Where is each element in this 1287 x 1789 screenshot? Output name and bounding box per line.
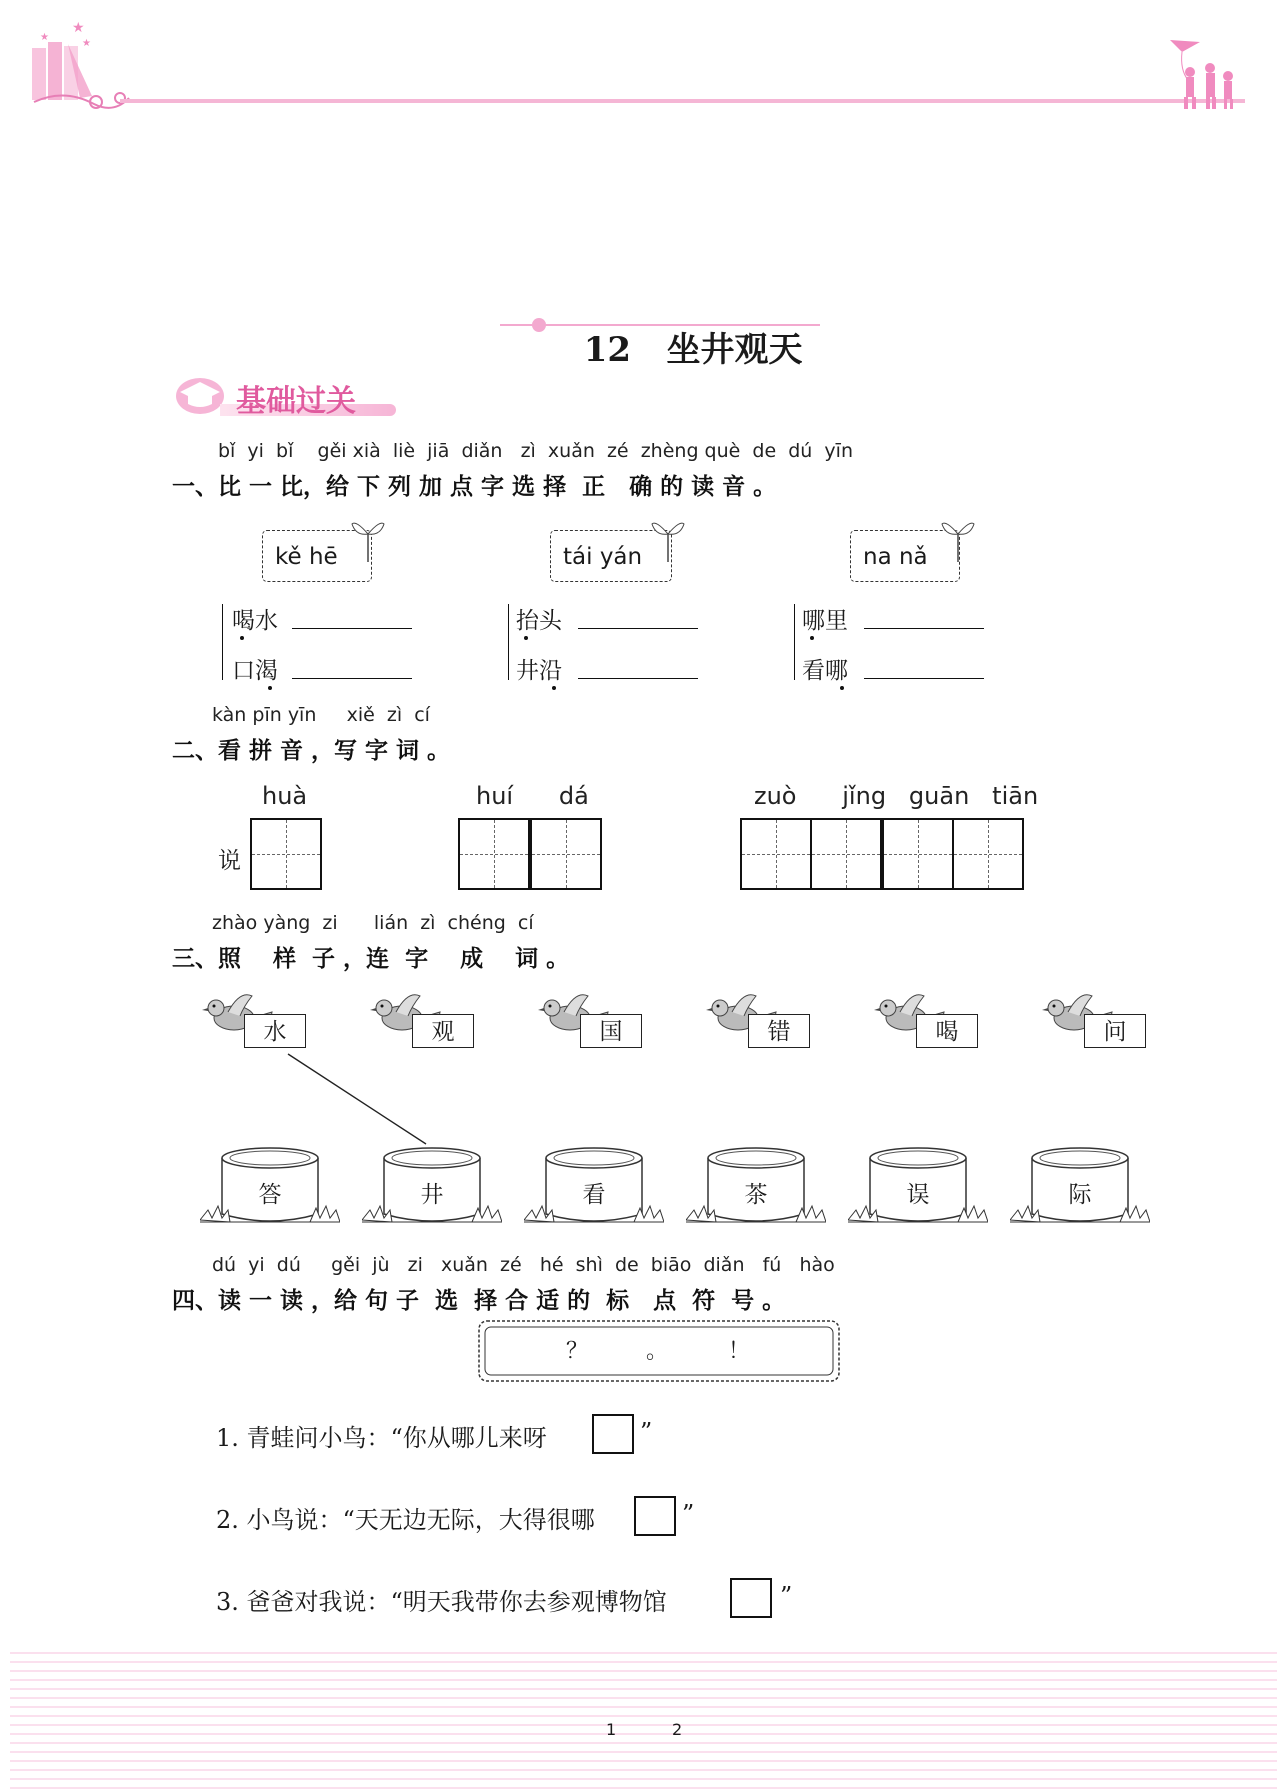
q3-top-char[interactable]: 观 xyxy=(412,1014,474,1048)
q4-pinyin: dú yi dú gěi jù zi xuǎn zé hé shì de biāo diǎn fú hào xyxy=(212,1254,835,1276)
punct-option-exclaim: ！ xyxy=(728,1339,751,1364)
q2-item-pinyin-1: huà xyxy=(262,782,308,810)
q1-title: 一、比 一 比，给 下 列 加 点 字 选 择 正 确 的 读 音 。 xyxy=(172,474,777,500)
sprout-icon xyxy=(650,514,686,564)
q3-top-char[interactable]: 国 xyxy=(580,1014,642,1048)
children-kite-icon xyxy=(1160,30,1250,120)
svg-text:★: ★ xyxy=(72,20,85,36)
q2-item-prefix-1: 说 xyxy=(218,848,241,874)
q1-bracket-2 xyxy=(508,604,515,680)
q3-bottom-char[interactable]: 井 xyxy=(420,1182,444,1208)
punct-option-period: 。 xyxy=(646,1339,669,1364)
q2-title: 二、看 拼 音 ，写 字 词 。 xyxy=(172,738,451,764)
svg-text:★: ★ xyxy=(40,32,49,43)
q4-sentence-2: 2. 小鸟说：“天无边无际，大得很哪 xyxy=(216,1506,595,1534)
sprout-icon xyxy=(940,514,976,564)
tianzige-cell[interactable] xyxy=(250,818,322,890)
lesson-title xyxy=(560,282,803,371)
tianzige-cell[interactable] xyxy=(458,818,530,890)
q4-answer-box-3[interactable] xyxy=(730,1578,772,1618)
q1-answer-blank[interactable] xyxy=(292,628,412,629)
q1-dot xyxy=(240,636,244,640)
tianzige-cell[interactable] xyxy=(882,818,954,890)
page-number-digit: 2 xyxy=(672,1720,683,1739)
q1-answer-blank[interactable] xyxy=(578,628,698,629)
svg-text:★: ★ xyxy=(82,38,91,49)
q1-word-2a: 抬头 xyxy=(516,608,562,634)
q4-answer-box-2[interactable] xyxy=(634,1496,676,1536)
q1-dot xyxy=(840,686,844,690)
q3-top-char[interactable]: 喝 xyxy=(916,1014,978,1048)
header-ornament-left xyxy=(24,18,154,118)
q1-dot xyxy=(810,636,814,640)
q1-answer-blank[interactable] xyxy=(864,628,984,629)
page-number-digit: 1 xyxy=(606,1720,617,1739)
q4-sentence-1: 1. 青蛙问小鸟：“你从哪儿来呀 xyxy=(216,1424,547,1452)
header-rule xyxy=(120,99,1245,103)
title-underline-dot xyxy=(532,318,546,332)
q1-word-2b: 井沿 xyxy=(516,658,562,684)
q1-dot xyxy=(552,686,556,690)
q1-answer-blank[interactable] xyxy=(864,678,984,679)
q2-pinyin: kàn pīn yīn xiě zì cí xyxy=(212,704,430,726)
title-underline xyxy=(500,324,820,326)
q1-word-3b: 看哪 xyxy=(802,658,848,684)
q1-bracket-3 xyxy=(794,604,801,680)
q1-dot xyxy=(268,686,272,690)
footer-stripes xyxy=(10,1652,1277,1789)
punct-option-question: ？ xyxy=(566,1339,589,1364)
q4-sentence-3: 3. 爸爸对我说：“明天我带你去参观博物馆 xyxy=(216,1588,667,1616)
q1-answer-blank[interactable] xyxy=(578,678,698,679)
q3-bottom-char[interactable]: 答 xyxy=(258,1182,282,1208)
sprout-icon xyxy=(350,514,386,564)
q3-top-char[interactable]: 错 xyxy=(748,1014,810,1048)
section-badge: 基础过关 xyxy=(236,384,356,419)
q3-pinyin: zhào yàng zi lián zì chéng cí xyxy=(212,912,534,934)
q4-title: 四、读 一 读 ，给 句 子 选 择 合 适 的 标 点 符 号 。 xyxy=(172,1288,786,1314)
q3-bottom-char[interactable]: 际 xyxy=(1068,1182,1092,1208)
q1-dot xyxy=(524,636,528,640)
lesson-number: 12 xyxy=(583,330,632,370)
tianzige-cell[interactable] xyxy=(530,818,602,890)
q4-close-quote-3: ” xyxy=(780,1582,793,1610)
q4-close-quote-1: ” xyxy=(640,1418,653,1446)
lesson-name: 坐井观天 xyxy=(666,330,803,370)
q3-title: 三、照 样 子 ，连 字 成 词 。 xyxy=(172,946,570,972)
q3-bottom-char[interactable]: 误 xyxy=(906,1182,930,1208)
q3-top-char[interactable]: 问 xyxy=(1084,1014,1146,1048)
tianzige-cell[interactable] xyxy=(952,818,1024,890)
q1-word-1a: 喝水 xyxy=(232,608,278,634)
q3-bottom-char[interactable]: 茶 xyxy=(744,1182,768,1208)
q4-close-quote-2: ” xyxy=(682,1500,695,1528)
q3-bottom-char[interactable]: 看 xyxy=(582,1182,606,1208)
q1-bracket-1 xyxy=(222,604,229,680)
tianzige-cell[interactable] xyxy=(810,818,882,890)
tianzige-cell[interactable] xyxy=(740,818,812,890)
q1-word-3a: 哪里 xyxy=(802,608,848,634)
q2-item-pinyin-3: zuò jǐng guān tiān xyxy=(754,782,1039,810)
q1-options-1: kě hē xyxy=(262,530,372,582)
q4-answer-box-1[interactable] xyxy=(592,1414,634,1454)
q1-options-3: na nǎ xyxy=(850,530,960,582)
q3-top-char[interactable]: 水 xyxy=(244,1014,306,1048)
q1-options-2: tái yán xyxy=(550,530,672,582)
q1-answer-blank[interactable] xyxy=(292,678,412,679)
q1-word-1b: 口渴 xyxy=(232,658,278,684)
q2-item-pinyin-2: huí dá xyxy=(476,782,589,810)
q1-pinyin: bǐ yi bǐ gěi xià liè jiā diǎn zì xuǎn zé zhèng què de dú yīn xyxy=(218,440,853,462)
